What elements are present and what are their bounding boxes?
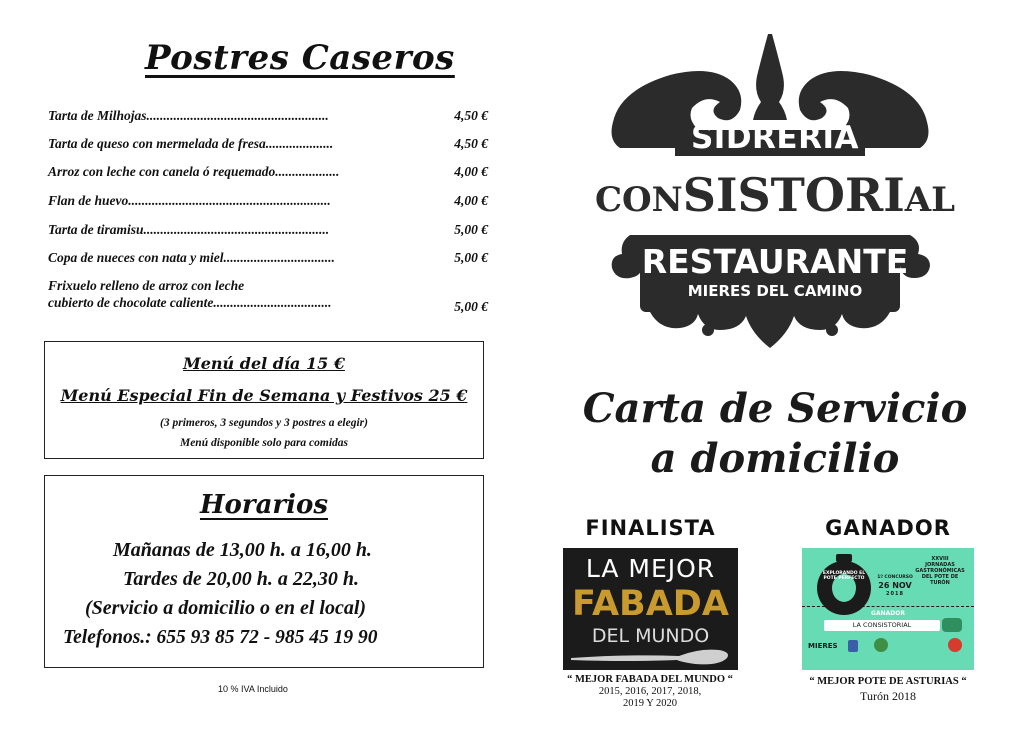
dessert-price: 5,00 € <box>454 299 488 314</box>
logo-consistorial <box>580 168 970 222</box>
menu-box <box>44 341 484 459</box>
logo-sistori: SISTORI <box>682 168 905 222</box>
servicio-text: (Servicio a domicilio o en el local) <box>85 597 367 619</box>
iva-note: 10 % IVA Incluido <box>218 684 288 694</box>
logo-restaurante: RESTAURANTE <box>641 242 909 281</box>
finalista-caption3: 2019 Y 2020 <box>622 698 678 709</box>
pote-sponsor: MIERES <box>808 642 838 650</box>
horarios-title: Horarios <box>199 490 328 520</box>
dessert-name-wrap <box>48 277 331 311</box>
pote-ganador-label: GANADOR <box>871 610 905 617</box>
finalista-caption2: 2015, 2016, 2017, 2018, <box>598 686 702 697</box>
dessert-name: Flan de huevo............................................................ <box>48 193 331 208</box>
leaf-icon <box>942 618 962 632</box>
dessert-name: Tarta de queso con mermelada de fresa.................... <box>48 136 334 151</box>
dessert-name: cubierto de chocolate caliente................................... <box>48 295 332 310</box>
pote-award-image <box>802 548 974 670</box>
dessert-name-line1: Frixuelo relleno de arroz con leche <box>48 278 245 293</box>
dessert-item <box>48 222 488 238</box>
dessert-item <box>48 193 488 209</box>
seal-icon <box>948 638 962 652</box>
fabada-line3: DEL MUNDO <box>591 625 710 647</box>
fabada-line2: FABADA <box>572 584 729 624</box>
pote-fecha <box>870 574 920 598</box>
menu-detalle: (3 primeros, 3 segundos y 3 postres a elegir) <box>160 417 368 429</box>
pote-jornadas <box>912 556 968 586</box>
horario-mananas: Mañanas de 13,00 h. a 16,00 h. <box>113 539 372 561</box>
pote-badge-text: EXPLORANDO EL POTE PERFECTO <box>822 571 866 581</box>
ganador-caption <box>785 676 991 702</box>
carta-line2: a domicilio <box>650 435 900 482</box>
dessert-item <box>48 136 488 152</box>
finalista-title: FINALISTA <box>585 516 716 540</box>
dessert-price: 4,50 € <box>454 136 488 151</box>
logo-con: CON <box>594 180 683 220</box>
fecha3: 2018 <box>886 591 904 597</box>
fecha1: 1º CONCURSO <box>877 575 913 580</box>
fabada-award-image <box>563 548 738 670</box>
logo-lugar: MIERES DEL CAMINO <box>687 282 863 300</box>
carta-line1: Carta de Servicio <box>582 385 968 432</box>
postres-title: Postres Caseros <box>145 38 455 78</box>
shield-icon <box>848 640 858 652</box>
restaurant-logo <box>580 30 970 360</box>
menu-disponible: Menú disponible solo para comidas <box>179 437 349 449</box>
jornadas2: JORNADAS <box>925 562 955 568</box>
dessert-price: 5,00 € <box>454 222 488 237</box>
dessert-name: Arroz con leche con canela ó requemado................... <box>48 164 340 179</box>
menu-especial: Menú Especial Fin de Semana y Festivos 25 € <box>60 386 468 405</box>
dessert-name: Copa de nueces con nata y miel................................. <box>48 250 335 265</box>
menu-dia: Menú del día 15 € <box>183 354 345 373</box>
telefonos: Telefonos.: 655 93 85 72 - 985 45 19 90 <box>63 627 378 648</box>
jornadas3: GASTRONÓMICAS <box>915 568 965 574</box>
dessert-price: 4,50 € <box>454 108 488 123</box>
fecha2: 26 NOV <box>878 581 912 590</box>
carta-title <box>560 384 990 484</box>
emblem-icon <box>874 638 888 652</box>
dessert-item <box>48 164 488 180</box>
finalista-caption1: “ MEJOR FABADA DEL MUNDO “ <box>567 674 733 685</box>
fabada-line1: LA MEJOR <box>585 554 716 583</box>
spoon-icon <box>569 644 732 668</box>
pote-ganador-name: LA CONSISTORIAL <box>824 620 940 631</box>
ganador-title: GANADOR <box>825 516 951 540</box>
jornadas1: XXVIII <box>931 556 949 562</box>
dessert-price: 5,00 € <box>454 250 488 265</box>
logo-sidreria: SIDRERÍA <box>690 120 860 156</box>
dessert-price: 4,00 € <box>454 193 488 208</box>
logo-al: AL <box>904 180 956 220</box>
jornadas5: TURÓN <box>930 580 950 586</box>
jornadas4: DEL POTE DE <box>921 574 959 580</box>
dessert-item <box>48 277 488 314</box>
dessert-name: Tarta de Milhojas...................................................... <box>48 108 329 123</box>
dessert-item <box>48 108 488 124</box>
ganador-caption1: “ MEJOR POTE DE ASTURIAS “ <box>809 676 967 687</box>
dessert-price: 4,00 € <box>454 164 488 179</box>
horarios-box <box>44 475 484 668</box>
horario-tardes: Tardes de 20,00 h. a 22,30 h. <box>123 568 359 590</box>
finalista-caption <box>545 674 755 710</box>
dessert-name: Tarta de tiramisu....................................................... <box>48 222 330 237</box>
ganador-caption2: Turón 2018 <box>860 689 916 703</box>
dessert-item <box>48 250 488 266</box>
